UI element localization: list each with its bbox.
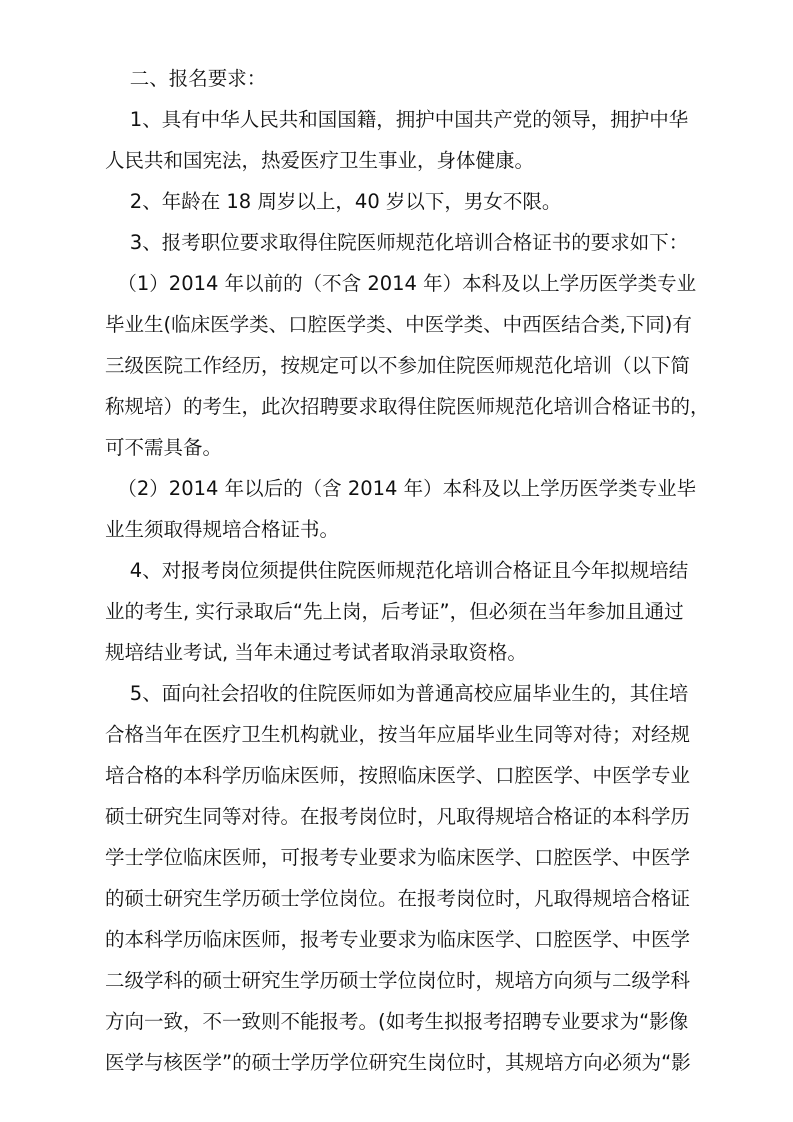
paragraph-line: （2）2014 年以后的（含 2014 年）本科及以上学历医学类专业毕 <box>105 477 697 500</box>
paragraph-line: 的本科学历临床医师，报考专业要求为临床医学、口腔医学、中医学 <box>105 928 691 951</box>
paragraph-line: 4、对报考岗位须提供住院医师规范化培训合格证且今年拟规培结 <box>105 559 689 582</box>
paragraph-line: 称规培）的考生，此次招聘要求取得住院医师规范化培训合格证书的， <box>105 395 710 418</box>
paragraph-line: 合格当年在医疗卫生机构就业，按当年应届毕业生同等对待；对经规 <box>105 723 691 746</box>
paragraph-line: 二级学科的硕士研究生学历硕士学位岗位时，规培方向须与二级学科 <box>105 969 691 992</box>
paragraph-line: 方向一致，不一致则不能报考。(如考生拟报考招聘专业要求为“影像 <box>105 1010 689 1033</box>
paragraph-line: 医学与核医学”的硕士学历学位研究生岗位时，其规培方向必须为“影 <box>105 1051 691 1074</box>
paragraph-line: 硕士研究生同等对待。在报考岗位时，凡取得规培合格证的本科学历 <box>105 805 691 828</box>
paragraph-line: （1）2014 年以前的（不含 2014 年）本科及以上学历医学类专业 <box>105 272 697 295</box>
paragraph-line: 1、具有中华人民共和国国籍，拥护中国共产党的领导，拥护中华 <box>105 108 689 131</box>
paragraph-line: 培合格的本科学历临床医师，按照临床医学、口腔医学、中医学专业 <box>105 764 691 787</box>
paragraph-line: 的硕士研究生学历硕士学位岗位。在报考岗位时，凡取得规培合格证 <box>105 887 691 910</box>
section-heading-registration-requirements: 二、报名要求： <box>105 67 267 90</box>
paragraph-line: 5、面向社会招收的住院医师如为普通高校应届毕业生的，其住培 <box>105 682 689 705</box>
paragraph-line: 可不需具备。 <box>105 436 223 459</box>
paragraph-line: 三级医院工作经历，按规定可以不参加住院医师规范化培训（以下简 <box>105 354 691 377</box>
paragraph-line: 毕业生(临床医学类、口腔医学类、中医学类、中西医结合类,下同)有 <box>105 313 692 336</box>
paragraph-line: 2、年龄在 18 周岁以上，40 岁以下，男女不限。 <box>105 190 562 213</box>
paragraph-line: 学士学位临床医师，可报考专业要求为临床医学、口腔医学、中医学 <box>105 846 691 869</box>
paragraph-line: 人民共和国宪法，热爱医疗卫生事业，身体健康。 <box>105 149 535 172</box>
paragraph-line: 规培结业考试, 当年未通过考试者取消录取资格。 <box>105 641 527 664</box>
paragraph-line: 业生须取得规培合格证书。 <box>105 518 340 541</box>
paragraph-line: 3、报考职位要求取得住院医师规范化培训合格证书的要求如下： <box>105 231 689 254</box>
paragraph-line: 业的考生, 实行录取后“先上岗，后考证”，但必须在当年参加且通过 <box>105 600 684 623</box>
document-body <box>105 58 720 1083</box>
